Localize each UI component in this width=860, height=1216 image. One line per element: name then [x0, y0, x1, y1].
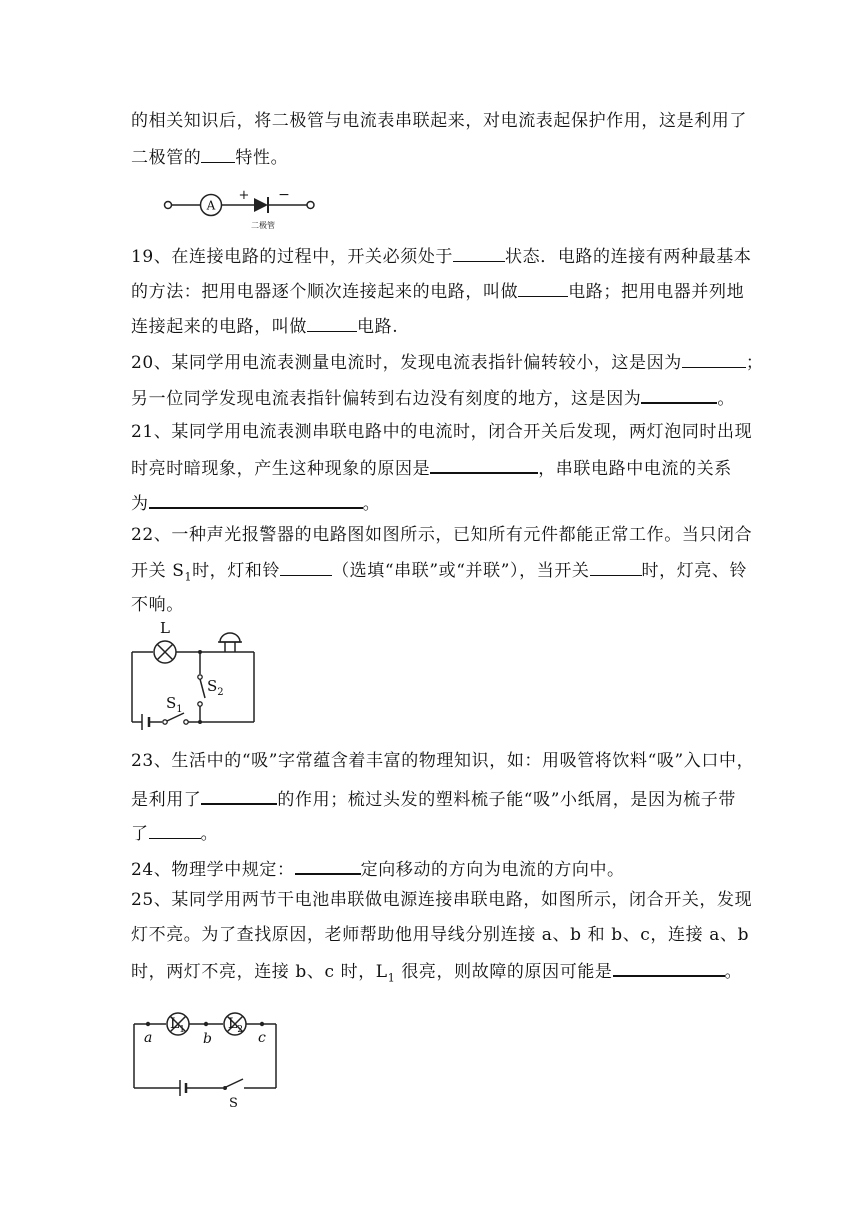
q22-line-2 — [131, 559, 747, 588]
q23-text: 的作用；梳过头发的塑料梳子能“吸”小纸屑，是因为梳子带 — [277, 790, 736, 810]
answer-blank[interactable] — [590, 559, 642, 576]
q24-text: 24、物理学中规定： — [131, 860, 295, 880]
q22-line-3 — [131, 594, 184, 616]
q19-text: 19、在连接电路的过程中，开关必须处于 — [131, 247, 454, 267]
answer-blank[interactable] — [682, 351, 746, 368]
answer-blank[interactable] — [430, 456, 538, 474]
answer-blank[interactable] — [149, 491, 363, 509]
q22-text: 时，灯亮、铃 — [641, 561, 748, 581]
q20-line-1 — [131, 351, 763, 374]
series-circuit-figure — [128, 1016, 284, 1112]
bell-symbol — [220, 633, 240, 642]
q19-text: 的方法：把用电器逐个顺次连接起来的电路，叫做 — [131, 282, 519, 302]
q22-text: 22、一种声光报警器的电路图如图所示，已知所有元件都能正常工作。当只闭合 — [131, 525, 753, 545]
switch-label: S — [229, 1096, 238, 1111]
answer-blank[interactable] — [295, 857, 361, 875]
q18-line-2 — [131, 146, 288, 169]
answer-blank[interactable] — [280, 559, 332, 576]
q20-text: 20、某同学用电流表测量电流时，发现电流表指针偏转较小，这是因为 — [131, 353, 682, 373]
minus-label: − — [278, 187, 290, 203]
diode-label: 二极管 — [251, 221, 275, 230]
q19-text: 状态．电路的连接有两种最基本 — [505, 247, 752, 267]
q22-line-1 — [131, 524, 752, 546]
q22-subscript: 1 — [184, 570, 193, 584]
ammeter-label: A — [206, 198, 216, 213]
q19-text: 电路. — [357, 317, 399, 337]
alarm-circuit-figure — [124, 618, 264, 730]
q23-line-1 — [131, 750, 754, 772]
answer-blank[interactable] — [307, 315, 357, 332]
plus-label: + — [238, 188, 250, 203]
lamp-label: L — [160, 619, 170, 637]
q23-line-2 — [131, 787, 736, 811]
q25-line-2 — [131, 924, 749, 946]
q23-text: 是利用了 — [131, 790, 202, 810]
q21-text: 为 — [131, 494, 149, 514]
q21-text: 时亮时暗现象，产生这种现象的原因是 — [131, 459, 431, 479]
answer-blank[interactable] — [201, 787, 277, 805]
q24-line-1 — [131, 857, 625, 881]
q20-line-2 — [131, 386, 735, 410]
q18-line-1 — [131, 110, 747, 132]
point-c-label: c — [258, 1030, 266, 1046]
l1-label: $L_1$ — [170, 1016, 186, 1035]
q22-text: 不响。 — [131, 595, 184, 615]
answer-blank[interactable] — [641, 386, 717, 404]
q25-text: 25、某同学用两节干电池串联做电源连接串联电路，如图所示，闭合开关，发现 — [131, 890, 753, 910]
q20-text: 另一位同学发现电流表指针偏转到右边没有刻度的地方，这是因为 — [131, 389, 642, 409]
q23-text: 23、生活中的“吸”字常蕴含着丰富的物理知识，如：用吸管将饮料“吸”入口中， — [131, 751, 755, 771]
q24-text: 定向移动的方向为电流的方向中。 — [360, 860, 625, 880]
q20-text: 。 — [717, 389, 736, 409]
diode-ammeter-figure — [160, 186, 330, 232]
answer-blank[interactable] — [613, 959, 725, 977]
q19-text: 电路；把用电器并列地 — [568, 282, 745, 302]
q23-text: 了 — [131, 824, 149, 844]
s2-label: $S_2$ — [207, 677, 224, 698]
q21-line-2 — [131, 456, 732, 480]
q25-text: 很亮，则故障的原因可能是 — [395, 962, 613, 982]
q21-line-3 — [131, 491, 380, 515]
answer-blank[interactable] — [201, 146, 235, 163]
q18-text: 的相关知识后，将二极管与电流表串联起来，对电流表起保护作用，这是利用了 — [131, 111, 747, 131]
q22-text: 开关 S — [131, 561, 185, 581]
q25-text: 。 — [724, 962, 743, 982]
q21-line-1 — [131, 421, 752, 443]
q25-text: 灯不亮。为了查找原因，老师帮助他用导线分别连接 a、b 和 b、c，连接 a、b — [131, 925, 750, 945]
answer-blank[interactable] — [453, 245, 505, 262]
q18-text: 特性。 — [235, 148, 289, 168]
point-a-label: a — [144, 1030, 153, 1046]
answer-blank[interactable] — [518, 280, 568, 297]
q19-line-2 — [131, 280, 744, 303]
q25-line-3 — [131, 959, 742, 989]
q21-text: 21、某同学用电流表测串联电路中的电流时，闭合开关后发现，两灯泡同时出现 — [131, 422, 753, 442]
q22-text: （选填“串联”或“并联”），当开关 — [332, 561, 590, 581]
q19-line-3 — [131, 315, 398, 338]
q23-text: 。 — [200, 824, 219, 844]
switch-s2 — [200, 679, 205, 698]
q19-text: 连接起来的电路，叫做 — [131, 317, 307, 337]
diode-symbol — [254, 198, 268, 212]
q20-text: ； — [745, 353, 764, 373]
q25-line-1 — [131, 889, 752, 911]
s1-label: $S_1$ — [166, 694, 183, 715]
q22-text: 时，灯和铃 — [192, 561, 281, 581]
q21-text: 。 — [362, 494, 381, 514]
answer-blank[interactable] — [149, 822, 201, 839]
q21-text: ，串联电路中电流的关系 — [538, 459, 732, 479]
switch-s — [226, 1079, 243, 1087]
q19-line-1 — [131, 245, 751, 268]
q25-text: 时，两灯不亮，连接 b、c 时，L — [131, 962, 388, 982]
q23-line-3 — [131, 822, 218, 845]
q25-subscript: 1 — [387, 971, 396, 985]
q18-text: 二极管的 — [131, 148, 202, 168]
l2-label: $L_2$ — [228, 1016, 244, 1035]
point-b-label: b — [203, 1031, 212, 1047]
